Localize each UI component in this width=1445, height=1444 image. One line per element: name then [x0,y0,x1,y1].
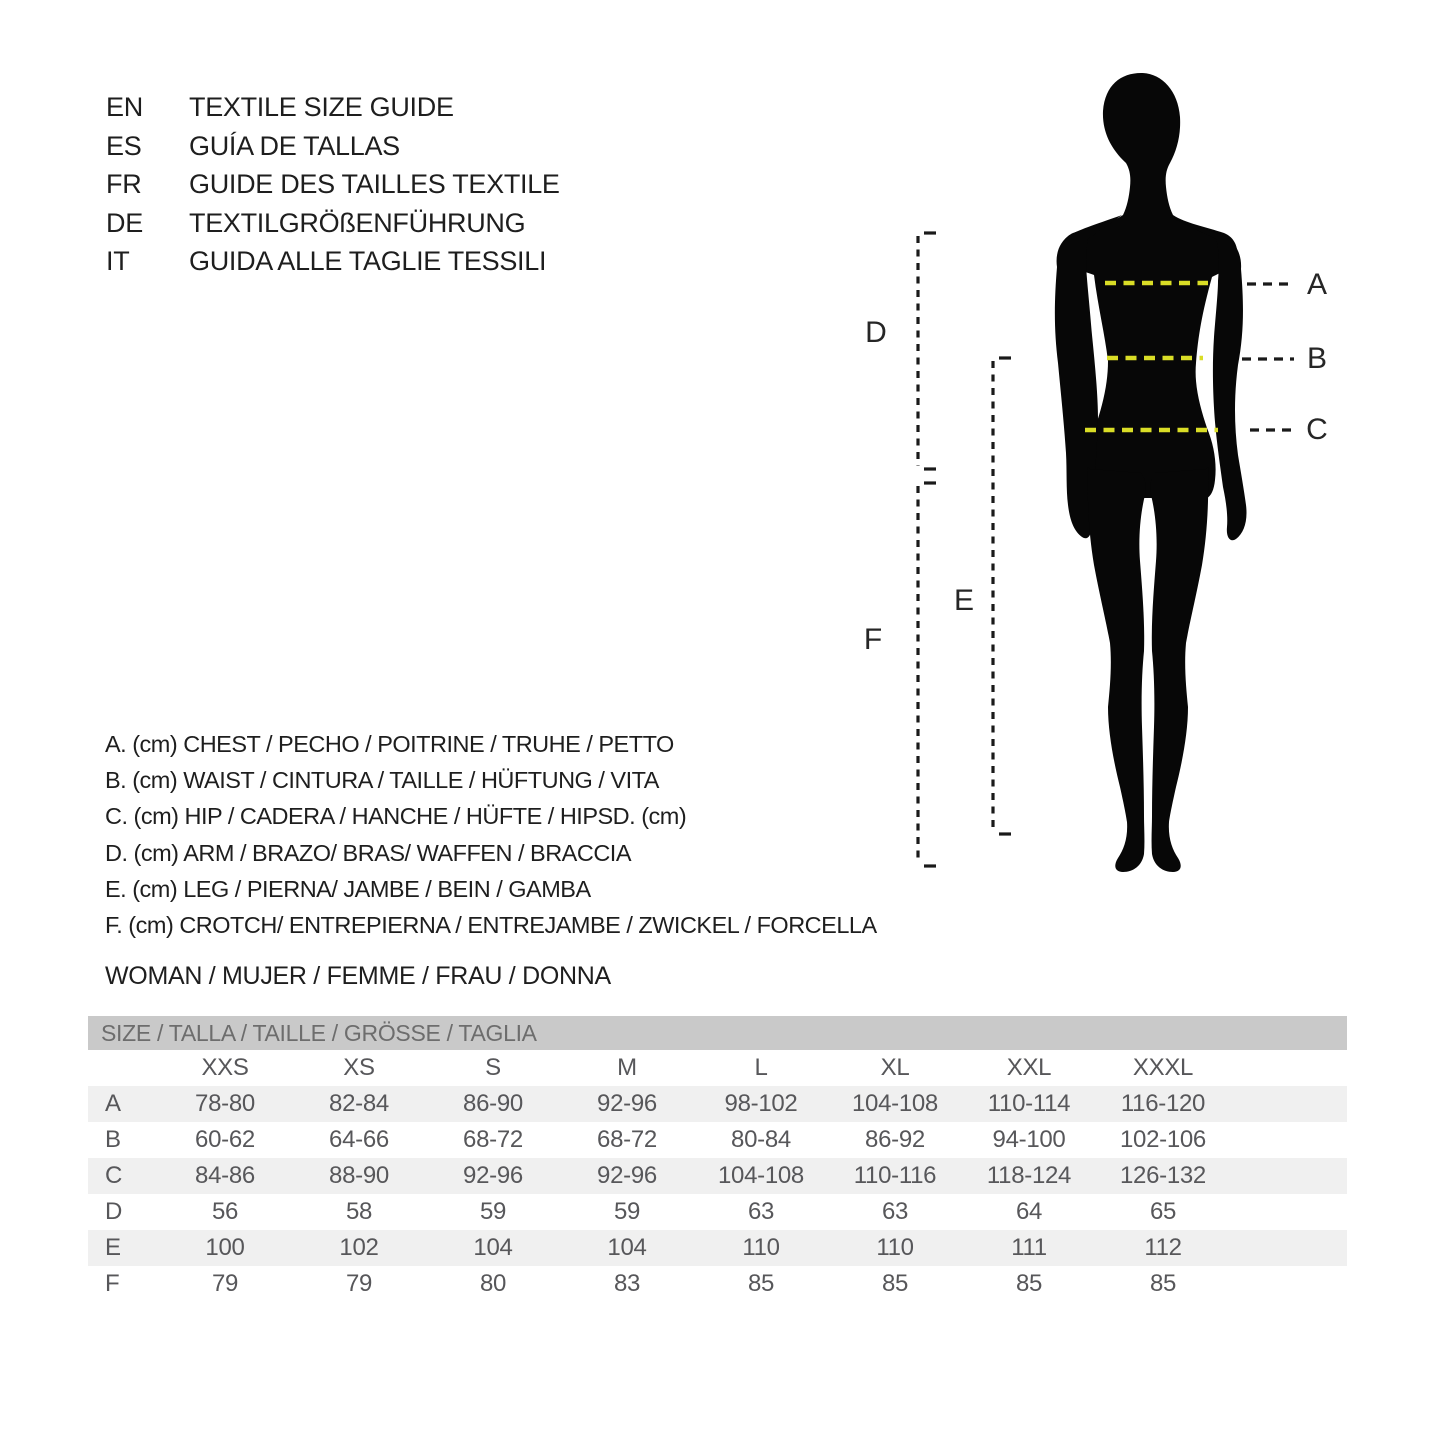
gender-heading: WOMAN / MUJER / FEMME / FRAU / DONNA [105,962,611,990]
measure-line-crotch-F [918,483,936,866]
cell: 68-72 [597,1126,657,1153]
cell: 80-84 [731,1126,791,1153]
size-table-header-bar: SIZE / TALLA / TAILLE / GRÖSSE / TAGLIA [88,1016,1347,1050]
cell: 86-92 [865,1126,925,1153]
cell: 110 [876,1234,914,1261]
language-title-list [106,88,560,281]
cell: 88-90 [329,1162,389,1189]
cell: 79 [345,1270,373,1297]
cell: 84-86 [195,1162,255,1189]
row-label: F [105,1270,120,1297]
measurement-legend [105,726,877,943]
legend-line-crotch: F. (cm) CROTCH/ ENTREPIERNA / ENTREJAMBE / ZWICKEL / FORCELLA [105,912,877,939]
cell: 86-90 [463,1090,523,1117]
filler-cell [1230,1086,1347,1122]
row-label: B [105,1126,121,1153]
size-header-row [88,1050,1347,1086]
label-waist-B: B [1306,342,1328,375]
table-row-B [88,1122,1347,1158]
cell: 110 [742,1234,780,1261]
table-row-D [88,1194,1347,1230]
label-hip-C: C [1306,413,1328,446]
lang-code: DE [106,207,143,238]
measure-line-leg-E [993,358,1011,834]
lang-code: EN [106,92,143,122]
filler-cell [1230,1266,1347,1302]
size-col-header: XXS [201,1054,249,1081]
cell: 85 [1149,1270,1177,1297]
size-col-header: XS [343,1054,375,1081]
table-row-C [88,1158,1347,1194]
row-label: A [105,1090,121,1117]
silhouette-right-leg [1150,467,1208,872]
cell: 112 [1144,1234,1182,1261]
filler-cell [1230,1194,1347,1230]
filler-cell [1230,1158,1347,1194]
cell: 60-62 [195,1126,255,1153]
lang-title: GUIDA ALLE TAGLIE TESSILI [189,246,547,277]
cell: 94-100 [992,1126,1066,1153]
row-label: D [105,1198,123,1225]
filler-cell [1230,1050,1347,1086]
cell: 110-116 [853,1162,937,1189]
woman-silhouette [1055,73,1247,872]
cell: 102-106 [1120,1126,1206,1153]
table-row-A [88,1086,1347,1122]
lang-title: GUÍA DE TALLAS [189,130,400,161]
cell: 111 [1011,1234,1047,1261]
cell: 98-102 [724,1090,798,1117]
legend-line-arm: D. (cm) ARM / BRAZO/ BRAS/ WAFFEN / BRACCIA [105,839,631,866]
cell: 104 [607,1234,647,1261]
legend-line-leg: E. (cm) LEG / PIERNA/ JAMBE / BEIN / GAMBA [105,875,591,902]
size-col-header: XL [880,1054,910,1081]
lang-title: TEXTILGRÖßENFÜHRUNG [189,207,526,238]
size-col-header: L [754,1054,768,1081]
cell: 126-132 [1120,1162,1206,1189]
cell: 92-96 [597,1162,657,1189]
size-col-header: XXL [1006,1054,1052,1081]
corner-cell [88,1050,158,1086]
cell: 118-124 [986,1162,1072,1189]
woman-figure-illustration [850,60,1330,890]
size-col-header: M [617,1054,637,1081]
lang-title: TEXTILE SIZE GUIDE [189,92,454,122]
filler-cell [1230,1230,1347,1266]
cell: 104-108 [852,1090,938,1117]
cell: 59 [479,1198,507,1225]
lang-code: FR [106,169,142,200]
size-table [88,1050,1347,1302]
cell: 65 [1149,1198,1177,1225]
lang-title: GUIDE DES TAILLES TEXTILE [189,169,560,200]
size-col-header: S [485,1054,501,1081]
cell: 80 [479,1270,507,1297]
cell: 82-84 [329,1090,389,1117]
cell: 79 [211,1270,239,1297]
cell: 64 [1015,1198,1043,1225]
row-label: E [105,1234,121,1261]
cell: 83 [613,1270,641,1297]
legend-line-waist: B. (cm) WAIST / CINTURA / TAILLE / HÜFTUNG / VITA [105,767,659,794]
cell: 78-80 [195,1090,255,1117]
size-col-header: XXXL [1132,1054,1194,1081]
table-row-E [88,1230,1347,1266]
cell: 104-108 [718,1162,804,1189]
cell: 92-96 [597,1090,657,1117]
row-label: C [105,1162,123,1189]
cell: 58 [345,1198,373,1225]
label-leg-E: E [953,584,975,617]
cell: 102 [339,1234,379,1261]
filler-cell [1230,1122,1347,1158]
cell: 85 [747,1270,775,1297]
label-chest-A: A [1306,268,1328,301]
cell: 85 [881,1270,909,1297]
label-arm-D: D [865,316,887,349]
cell: 63 [881,1198,909,1225]
cell: 85 [1015,1270,1043,1297]
cell: 63 [747,1198,775,1225]
cell: 59 [613,1198,641,1225]
lang-code: IT [106,246,130,277]
cell: 64-66 [329,1126,389,1153]
measure-line-arm-D [918,233,936,469]
size-table-section [88,1016,1347,1302]
table-row-F [88,1266,1347,1302]
lang-code: ES [106,130,142,161]
legend-line-chest: A. (cm) CHEST / PECHO / POITRINE / TRUHE / PETTO [105,731,674,757]
cell: 110-114 [987,1090,1071,1117]
cell: 92-96 [463,1162,523,1189]
legend-line-hip: C. (cm) HIP / CADERA / HANCHE / HÜFTE / HIPSD. (cm) [105,803,687,830]
cell: 56 [211,1198,239,1225]
cell: 116-120 [1120,1090,1206,1117]
label-crotch-F: F [863,623,883,656]
cell: 100 [205,1234,245,1261]
cell: 68-72 [463,1126,523,1153]
cell: 104 [473,1234,513,1261]
silhouette-left-leg [1088,467,1146,872]
